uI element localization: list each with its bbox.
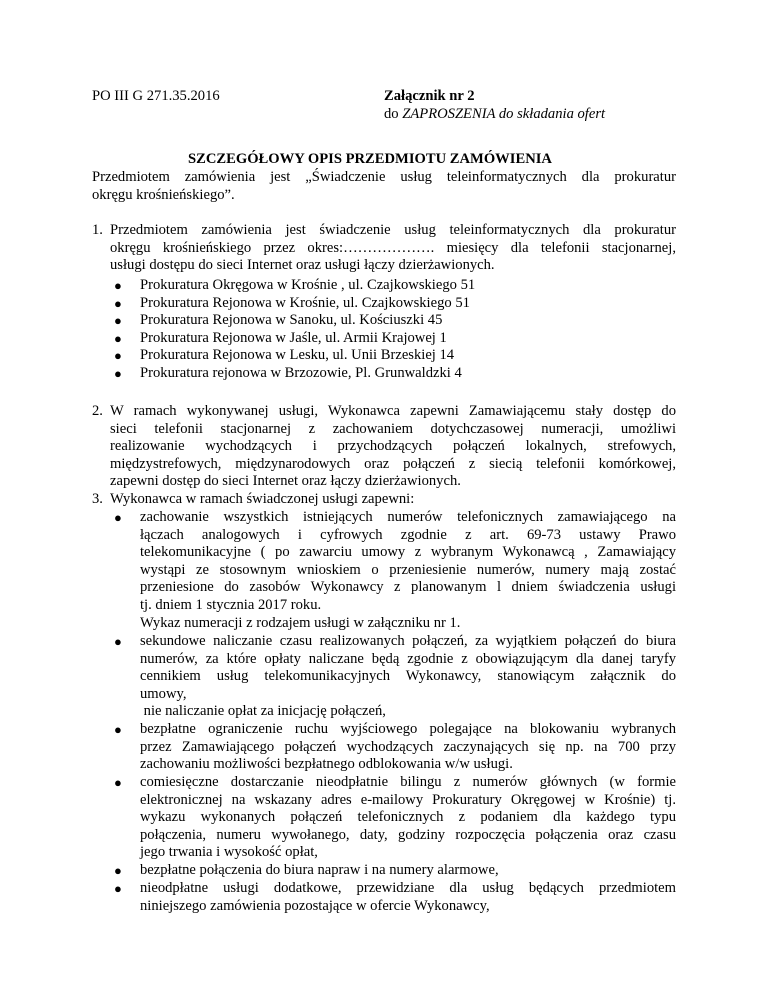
item-line: nieodpłatne usługi dodatkowe, przewidziane dla usług będących przedmiotem (140, 880, 676, 896)
service-item (114, 774, 676, 862)
section-1-number: 1. (92, 222, 103, 238)
bullet-icon: ● (114, 722, 122, 737)
location-text: Prokuratura Rejonowa w Krośnie, ul. Czajkowskiego 51 (140, 294, 470, 311)
bullet-icon: ● (114, 330, 122, 346)
bullet-icon: ● (114, 313, 122, 329)
item-line: umowy, (140, 685, 187, 702)
list-item (114, 294, 475, 313)
item-line: telekomunikacyjne ( po zawarciu umowy z wybranym Wykonawcą , Zamawiający (140, 544, 676, 561)
section-2-paragraph (110, 403, 676, 491)
paragraph-line: usługi dostępu do sieci Internet oraz usługi łączy dzierżawionych. (110, 257, 495, 274)
bullet-icon: ● (114, 881, 122, 896)
list-item (114, 364, 475, 383)
location-text: Prokuratura rejonowa w Brzozowie, Pl. Grunwaldzki 4 (140, 364, 462, 381)
item-line: jego trwania i wysokość opłat, (140, 844, 318, 861)
item-line: przeniesione do zasobów Wykonawcy z planowanym l dniem świadczenia usługi (140, 579, 676, 596)
annex-title: Załącznik nr 2 (384, 88, 475, 104)
intro-paragraph (92, 169, 676, 204)
item-line: bezpłatne ograniczenie ruchu wyjściowego polegające na blokowaniu wybranych (140, 721, 676, 737)
item-line: elektronicznej na wskazany adres e-mailowy Prokuratury Okręgowej w Krośnie) tj. (140, 791, 676, 808)
service-item (114, 509, 676, 632)
bullet-icon: ● (114, 278, 122, 293)
service-item (114, 880, 676, 915)
bullet-icon: ● (114, 634, 122, 649)
item-line: niniejszego zamówienia pozostające w ofercie Wykonawcy, (140, 897, 490, 914)
annex-subtitle (384, 106, 605, 124)
intro-line: Przedmiotem zamówienia jest „Świadczenie usług teleinformatycznych dla prokuratur (92, 169, 676, 185)
section-2-number: 2. (92, 403, 103, 419)
location-text: Prokuratura Rejonowa w Lesku, ul. Unii Brzeskiej 14 (140, 347, 455, 364)
item-line: cennikiem usług telekomunikacyjnych Wykonawcy, stanowiącym załącznik do (140, 668, 676, 685)
item-line: przez Zamawiającego połączeń wychodzących zaczynających się np. na 700 przy (140, 738, 676, 755)
list-item (114, 277, 476, 295)
paragraph-line: Przedmiotem zamówienia jest świadczenie usług teleinformatycznych dla prokuratur (110, 222, 676, 238)
list-item (114, 347, 475, 365)
locations-list (114, 277, 476, 383)
section-3-number: 3. (92, 491, 103, 507)
list-item (114, 329, 475, 348)
item-line: tj. dniem 1 stycznia 2017 roku. (140, 596, 322, 613)
list-item (114, 312, 475, 330)
bullet-icon: ● (114, 863, 122, 878)
location-text: Prokuratura Rejonowa w Jaśle, ul. Armii Krajowej 1 (140, 329, 447, 346)
item-line: numerów, za które opłaty naliczane będą zgodnie z obowiązującym dla danej taryfy (140, 650, 676, 667)
bullet-icon: ● (114, 365, 122, 381)
annex-subtitle-prefix: do (384, 106, 403, 122)
item-line: nie naliczanie opłat za inicjację połączeń, (140, 703, 386, 720)
item-line: wykazu wykonanych połączeń telefonicznych z podaniem dla każdego typu (140, 809, 676, 826)
item-line: zachowaniu możliwości bezpłatnego odblokowania w/w usługi. (140, 756, 513, 773)
bullet-icon: ● (114, 775, 122, 790)
item-line: zachowanie wszystkich istniejących numerów telefonicznych zamawiającego na (140, 509, 676, 525)
location-text: Prokuratura Rejonowa w Sanoku, ul. Kościuszki 45 (140, 312, 443, 329)
item-line: comiesięczne dostarczanie nieodpłatnie bilingu z numerów głównych (w formie (140, 774, 676, 790)
paragraph-line: międzystrefowych, międzynarodowych oraz połączeń z siecią telefonii komórkowej, (110, 455, 676, 472)
item-line: bezpłatne połączenia do biura napraw i na numery alarmowe, (140, 862, 499, 878)
bullet-icon: ● (114, 348, 122, 364)
document-title: SZCZEGÓŁOWY OPIS PRZEDMIOTU ZAMÓWIENIA (188, 151, 552, 167)
bullet-icon: ● (114, 295, 122, 311)
paragraph-line: W ramach wykonywanej usługi, Wykonawca zapewni Zamawiającemu stały dostęp do (110, 403, 676, 419)
item-line: łączach analogowych i cyfrowych zgodnie z art. 69-73 ustawy Prawo (140, 526, 676, 543)
paragraph-line: realizowanie wychodzących i przychodzących połączeń lokalnych, strefowych, (110, 438, 676, 455)
service-item (114, 862, 676, 880)
service-item (114, 721, 676, 774)
item-line: wystąpi ze stosownym wnioskiem o przeniesienie numerów, numery mają zostać (140, 561, 676, 578)
location-text: Prokuratura Okręgowa w Krośnie , ul. Czajkowskiego 51 (140, 277, 476, 293)
item-line: Wykaz numeracji z rodzajem usługi w załączniku nr 1. (140, 614, 461, 631)
service-item (114, 633, 676, 721)
section-1-paragraph (110, 222, 676, 275)
intro-line: okręgu krośnieńskiego”. (92, 186, 235, 203)
paragraph-line: sieci telefonii stacjonarnej z zachowaniem dotychczasowej numeracji, umożliwi (110, 420, 676, 437)
bullet-icon: ● (114, 510, 122, 525)
reference-number: PO III G 271.35.2016 (92, 88, 220, 104)
section-3-heading: Wykonawca w ramach świadczonej usługi zapewni: (110, 491, 415, 507)
paragraph-line: zapewni dostęp do sieci Internet oraz łączy dzierżawionych. (110, 473, 461, 490)
annex-subtitle-text: ZAPROSZENIA do składania ofert (402, 106, 606, 122)
paragraph-line: okręgu krośnieńskiego przez okres:………………. miesięcy dla telefonii stacjonarnej, (110, 239, 676, 256)
item-line: połączenia, numeru wywołanego, daty, godziny rozpoczęcia połączenia oraz czasu (140, 826, 676, 843)
item-line: sekundowe naliczanie czasu realizowanych połączeń, za wyjątkiem połączeń do biura (140, 633, 676, 649)
